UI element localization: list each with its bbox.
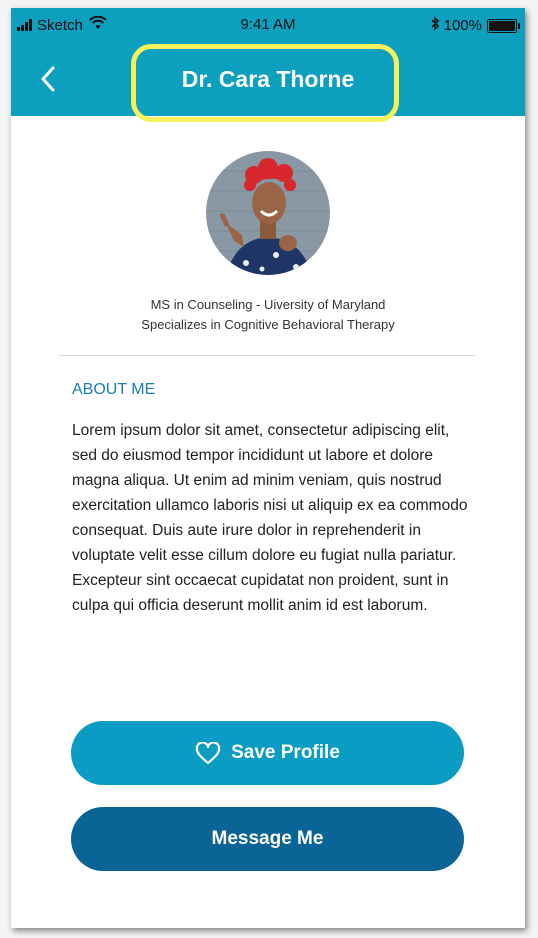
phone-screen xyxy=(11,8,525,928)
about-heading: ABOUT ME xyxy=(72,381,156,398)
status-bar xyxy=(11,8,525,44)
save-profile-label: Save Profile xyxy=(231,742,340,763)
status-time: 9:41 AM xyxy=(240,16,296,33)
message-me-label: Message Me xyxy=(211,828,324,849)
message-me-button[interactable] xyxy=(71,807,464,871)
bluetooth-icon xyxy=(431,16,440,35)
battery-percent: 100% xyxy=(443,17,482,34)
save-profile-button[interactable] xyxy=(71,721,464,785)
avatar xyxy=(206,151,330,275)
page-title: Dr. Cara Thorne xyxy=(181,66,355,92)
carrier-name: Sketch xyxy=(37,16,83,34)
divider xyxy=(59,355,475,356)
navigation-bar xyxy=(11,44,525,116)
status-right xyxy=(431,16,517,35)
heart-icon xyxy=(195,742,221,765)
credential-specialty: Specializes in Cognitive Behavioral Therapy xyxy=(141,317,395,332)
credential-degree: MS in Counseling - Uiversity of Maryland xyxy=(150,297,386,312)
battery-icon xyxy=(487,19,517,33)
about-text: Lorem ipsum dolor sit amet, consectetur adipiscing elit, sed do eiusmod tempor incididunt ut labore et dolore magna aliqua. Ut enim ad minim veniam, quis nostrud exercitation ullamco laboris nisi ut aliquip ex ea commodo consequat. Duis aute irure dolor in reprehenderit in voluptate velit esse cillum dolore eu fugiat nulla pariatur. Excepteur sint occaecat cupidatat non proident, sunt in culpa qui officia deserunt mollit anim id est laborum. xyxy=(72,422,468,614)
